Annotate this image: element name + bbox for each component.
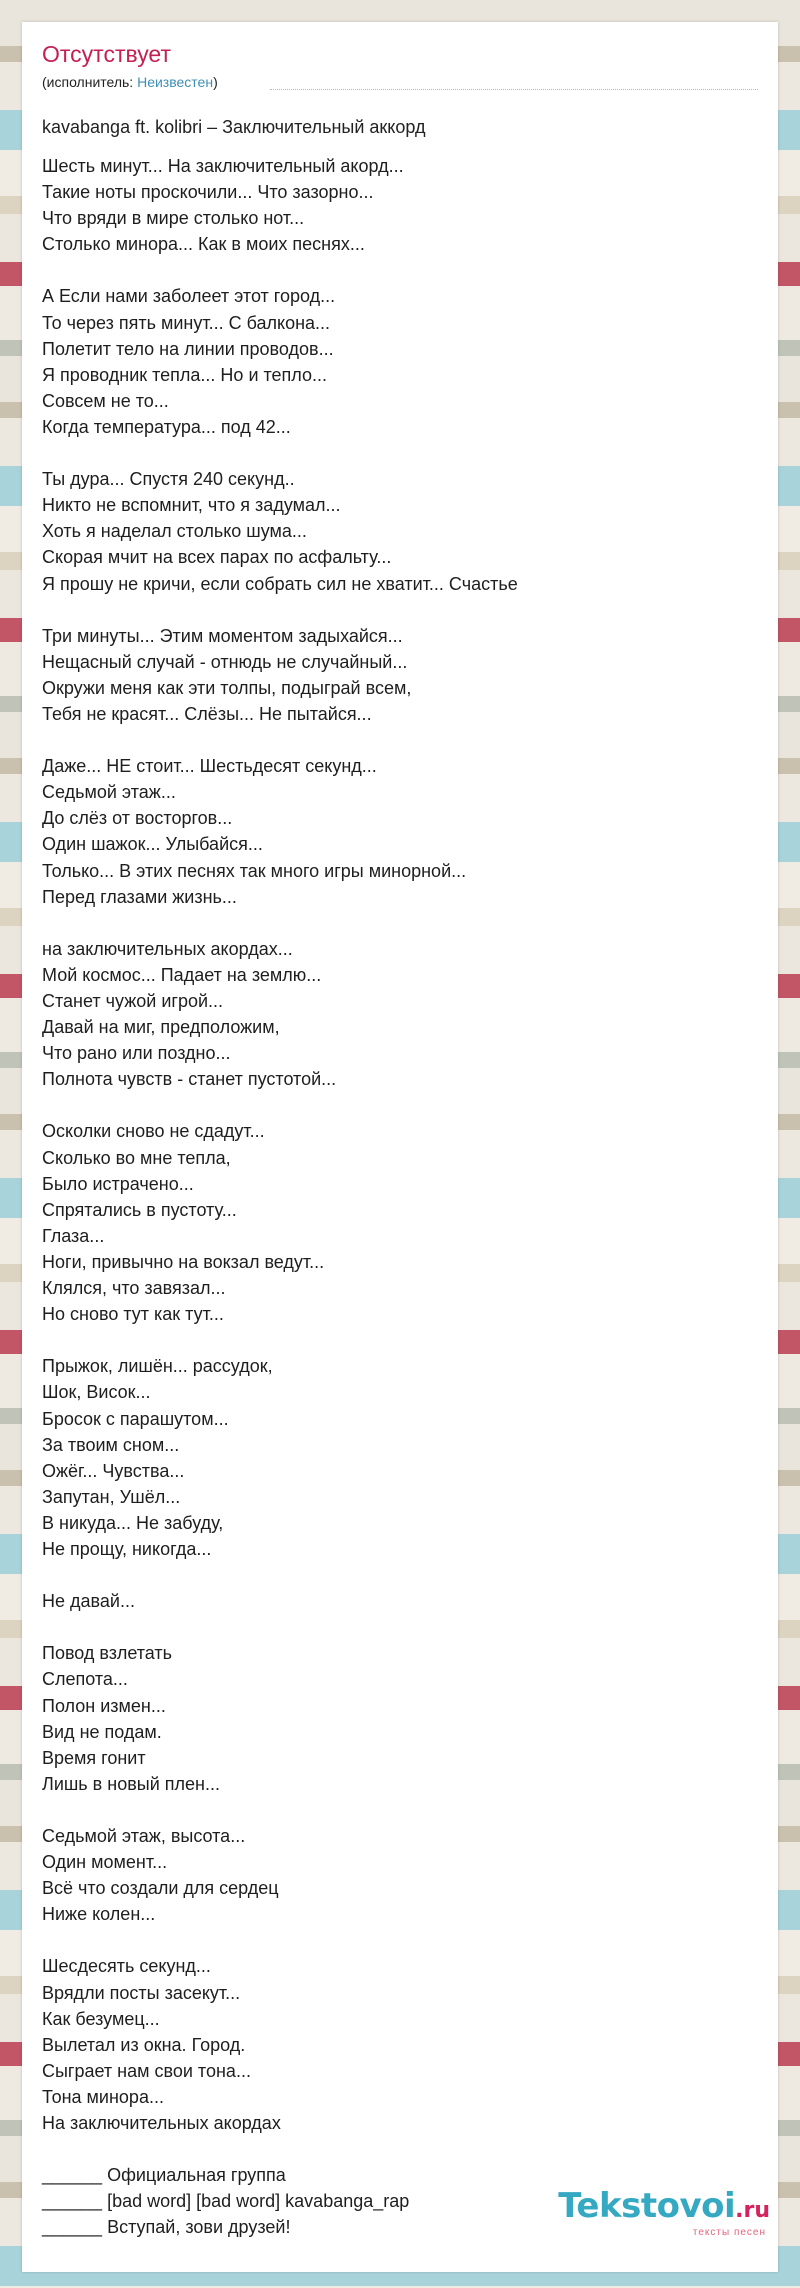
lyrics-line: Полетит тело на линии проводов... <box>42 338 334 359</box>
lyrics-line: Спрятались в пустоту... <box>42 1199 237 1220</box>
lyrics-line: Станет чужой игрой... <box>42 991 224 1011</box>
lyrics-line: Лишь в новый плен... <box>42 1773 220 1794</box>
lyrics-line: Врядли посты засекут... <box>42 1982 241 2003</box>
lyrics-line: Но сново тут как тут... <box>42 1304 224 1325</box>
lyrics-line: Я проводник тепла... Но и тепло... <box>42 364 328 385</box>
logo-text-main: Tekstovoi <box>558 2186 736 2226</box>
lyrics-line: А Если нами заболеет этот город... <box>42 286 336 307</box>
lyrics-stanza <box>42 1118 518 1327</box>
lyrics-line: Ты дура... Спустя 240 секунд.. <box>42 469 295 490</box>
lyrics-line: Тона минора... <box>42 2086 164 2107</box>
lyrics-line: Я прошу не кричи, если собрать сил не хватит... Счастье <box>42 573 518 594</box>
artist-suffix: ) <box>213 74 218 90</box>
lyrics-line: Повод взлетать <box>42 1643 173 1664</box>
lyrics-line: Шесть минут... На заключительный акорд... <box>42 156 404 176</box>
lyrics-line: В никуда... Не забуду, <box>42 1512 224 1533</box>
lyrics-line: Сыграет нам свои тона... <box>42 2060 251 2081</box>
lyrics-line: Шесдесять секунд... <box>42 1956 211 1977</box>
site-logo[interactable] <box>558 2188 770 2238</box>
lyrics-line: ______ [bad word] [bad word] kavabanga_rap <box>42 2191 410 2212</box>
lyrics-line: Глаза... <box>42 1225 105 1246</box>
lyrics-line: Нещасный случай - отнюдь не случайный... <box>42 651 408 672</box>
lyrics-line: Один момент... <box>42 1852 168 1873</box>
lyrics-stanza <box>42 1353 518 1562</box>
lyrics-stanza <box>42 753 518 910</box>
lyrics-line: Седьмой этаж, высота... <box>42 1826 246 1846</box>
lyrics-line: Вылетал из окна. Город. <box>42 2034 246 2055</box>
lyrics-line: Только... В этих песнях так много игры минорной... <box>42 860 467 881</box>
song-title-line: kavabanga ft. kolibri – Заключительный аккорд <box>42 117 426 137</box>
lyrics-line: Прыжок, лишён... рассудок, <box>42 1356 273 1377</box>
lyrics-line: Перед глазами жизнь... <box>42 886 237 907</box>
lyrics-line: Осколки сново не сдадут... <box>42 1121 265 1142</box>
lyrics-line: Слепота... <box>42 1669 128 1690</box>
lyrics-line: Три минуты... Этим моментом задыхайся... <box>42 625 403 646</box>
lyrics-line: Не прощу, никогда... <box>42 1538 212 1559</box>
lyrics-line: Такие ноты проскочили... Что зазорно... <box>42 182 374 203</box>
lyrics-stanza <box>42 1640 518 1797</box>
lyrics-line: Бросок с парашутом... <box>42 1408 229 1429</box>
lyrics-line: ______ Официальная группа <box>42 2165 286 2186</box>
lyrics-line: Как безумец... <box>42 2008 160 2029</box>
lyrics-line: Всё что создали для сердец <box>42 1878 279 1899</box>
lyrics-stanza <box>42 1823 518 1927</box>
lyrics-line: Мой космос... Падает на землю... <box>42 964 322 985</box>
lyrics-line: Клялся, что завязал... <box>42 1278 226 1299</box>
lyrics-line: До слёз от восторгов... <box>42 808 233 829</box>
lyrics-line: на заключительных акордах... <box>42 938 293 959</box>
lyrics-line: Один шажок... Улыбайся... <box>42 834 263 855</box>
lyrics-stanza <box>42 936 518 1093</box>
artist-line <box>42 73 218 91</box>
lyrics-stanza <box>42 153 518 257</box>
lyrics-line: Было истрачено... <box>42 1173 194 1194</box>
lyrics-line: Сколько во мне тепла, <box>42 1147 231 1168</box>
lyrics-line: Давай на миг, предположим, <box>42 1017 280 1038</box>
artist-link[interactable]: Неизвестен <box>137 74 214 90</box>
lyrics-stanza <box>42 466 518 596</box>
logo-text-domain: .ru <box>735 2198 770 2223</box>
lyrics-line: Шок, Висок... <box>42 1382 151 1403</box>
lyrics-stanza <box>42 2162 518 2240</box>
logo-wordmark <box>558 2188 770 2229</box>
lyrics-line: ______ Вступай, зови друзей! <box>42 2217 291 2238</box>
lyrics-line: Никто не вспомнит, что я задумал... <box>42 495 341 516</box>
lyrics-line: Ноги, привычно на вокзал ведут... <box>42 1251 325 1272</box>
lyrics-line: Тебя не красят... Слёзы... Не пытайся... <box>42 703 372 724</box>
lyrics-line: Даже... НЕ стоит... Шестьдесят секунд... <box>42 756 377 777</box>
lyrics-line: Скорая мчит на всех парах по асфальту... <box>42 547 392 568</box>
lyrics-stanza <box>42 283 518 440</box>
lyrics-line: Хоть я наделал столько шума... <box>42 521 307 542</box>
lyrics-line: То через пять минут... С балкона... <box>42 312 331 333</box>
lyrics-line: Вид не подам. <box>42 1721 162 1742</box>
lyrics-card <box>22 22 778 2272</box>
lyrics-line: Когда температура... под 42... <box>42 416 291 437</box>
lyrics-line: Не давай... <box>42 1591 135 1612</box>
dotted-divider <box>270 89 758 90</box>
lyrics-line: На заключительных акордах <box>42 2113 281 2134</box>
lyrics-stanza <box>42 1953 518 2136</box>
lyrics-line: Запутан, Ушёл... <box>42 1486 181 1507</box>
lyrics-line: Полон измен... <box>42 1695 166 1716</box>
lyrics-line: Полнота чувств - станет пустотой... <box>42 1069 337 1090</box>
lyrics-text <box>42 153 518 2267</box>
logo-tagline: тексты песен <box>692 2227 766 2238</box>
lyrics-line: Окружи меня как эти толпы, подыграй всем, <box>42 677 412 698</box>
lyrics-line: Время гонит <box>42 1747 146 1768</box>
lyrics-line: Совсем не то... <box>42 390 169 411</box>
lyrics-line: Ожёг... Чувства... <box>42 1460 185 1481</box>
lyrics-line: Седьмой этаж... <box>42 782 176 803</box>
lyrics-line: Что рано или поздно... <box>42 1043 231 1064</box>
lyrics-line: Что вряди в мире столько нот... <box>42 208 305 229</box>
lyrics-line: Столько минора... Как в моих песнях... <box>42 234 365 255</box>
artist-prefix: (исполнитель: <box>42 74 138 90</box>
lyrics-line: Ниже колен... <box>42 1904 156 1925</box>
page-title: Отсутствует <box>42 41 171 67</box>
lyrics-stanza <box>42 623 518 727</box>
lyrics-stanza <box>42 1588 518 1614</box>
lyrics-line: За твоим сном... <box>42 1434 180 1455</box>
